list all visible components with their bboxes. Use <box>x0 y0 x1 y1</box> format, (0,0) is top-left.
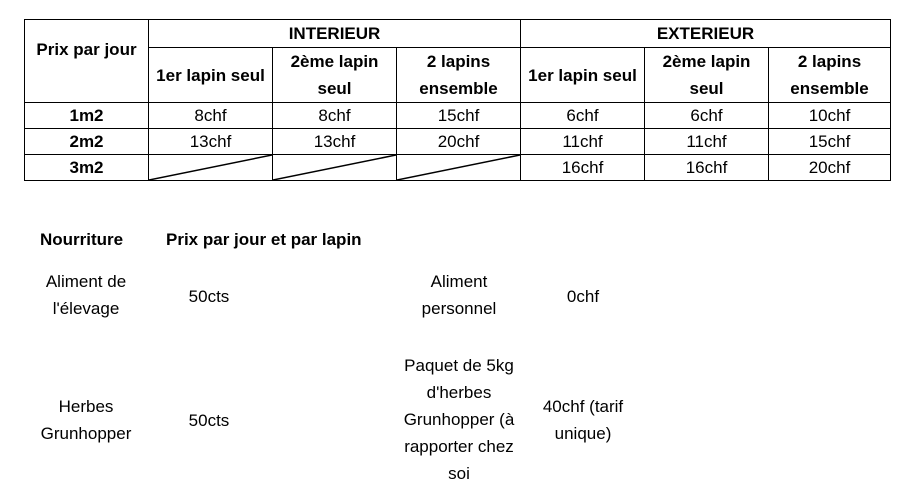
subheader: 2ème lapin seul <box>273 48 397 103</box>
not-available-cell <box>273 155 397 181</box>
table-row <box>25 155 891 181</box>
table-cell: 13chf <box>273 129 397 155</box>
food-header-price: Prix par jour et par lapin <box>166 230 362 249</box>
table-cell: 16chf <box>521 155 645 181</box>
food-alt-price: 40chf (tarif unique) <box>542 397 624 443</box>
subheader: 2ème lapin seul <box>645 48 769 103</box>
table-cell: 6chf <box>645 103 769 129</box>
group-exterieur: EXTERIEUR <box>521 20 891 48</box>
table-cell: 20chf <box>397 129 521 155</box>
price-table <box>24 19 891 181</box>
table-cell: 15chf <box>769 129 891 155</box>
table-cell: 11chf <box>645 129 769 155</box>
food-alt-name: Aliment personnel <box>421 272 497 318</box>
not-available-cell <box>149 155 273 181</box>
food-item-name: Aliment de l'élevage <box>45 272 127 318</box>
group-interieur: INTERIEUR <box>149 20 521 48</box>
food-item-price: 50cts <box>188 411 230 430</box>
table-cell: 6chf <box>521 103 645 129</box>
table-row <box>25 103 891 129</box>
subheader: 2 lapins ensemble <box>397 48 521 103</box>
table-cell: 10chf <box>769 103 891 129</box>
subheader: 1er lapin seul <box>521 48 645 103</box>
food-alt-name: Paquet de 5kg d'herbes Grunhopper (à rapporter chez soi <box>403 356 515 483</box>
food-item-price: 50cts <box>188 287 230 306</box>
table-cell: 8chf <box>273 103 397 129</box>
row-label: 2m2 <box>25 129 149 155</box>
table-cell: 15chf <box>397 103 521 129</box>
food-alt-price: 0chf <box>566 287 600 306</box>
not-available-cell <box>397 155 521 181</box>
row-label: 1m2 <box>25 103 149 129</box>
food-header-name: Nourriture <box>40 230 124 249</box>
row-label: 3m2 <box>25 155 149 181</box>
subheader: 1er lapin seul <box>149 48 273 103</box>
table-row <box>25 129 891 155</box>
subheader: 2 lapins ensemble <box>769 48 891 103</box>
table-cell: 20chf <box>769 155 891 181</box>
table-cell: 11chf <box>521 129 645 155</box>
corner-label: Prix par jour <box>25 20 149 103</box>
food-item-name: Herbes Grunhopper <box>40 397 132 443</box>
table-cell: 16chf <box>645 155 769 181</box>
table-cell: 8chf <box>149 103 273 129</box>
table-cell: 13chf <box>149 129 273 155</box>
